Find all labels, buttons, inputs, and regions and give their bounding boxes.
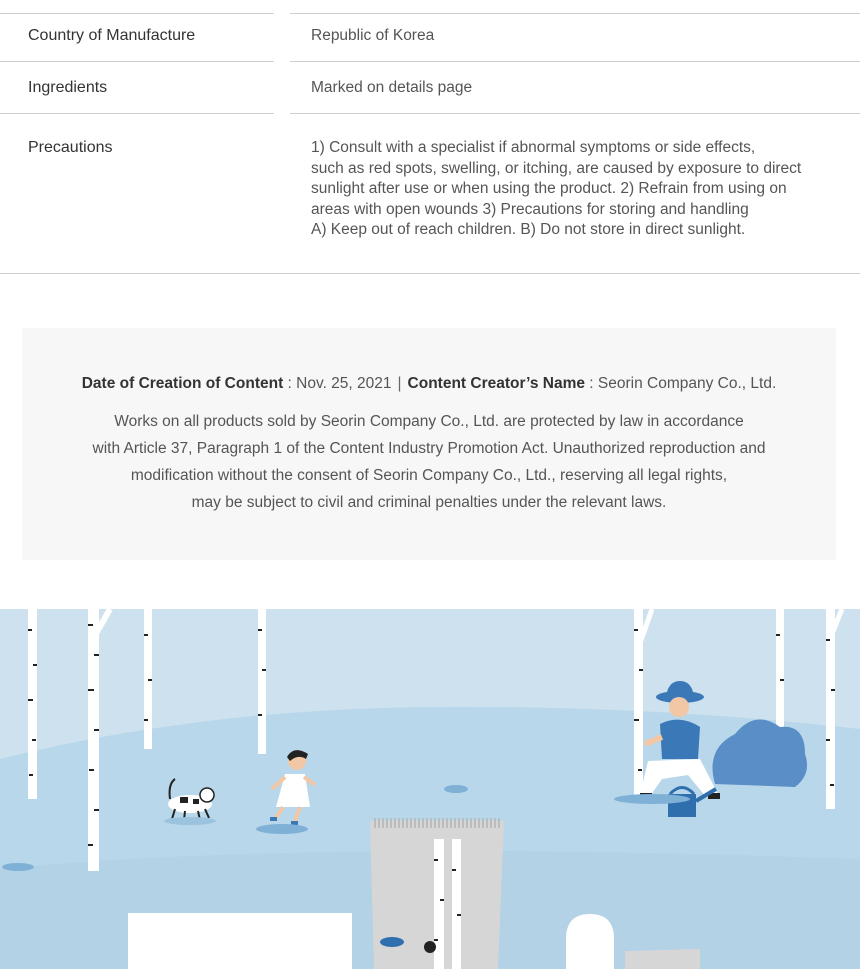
- date-value: : Nov. 25, 2021: [283, 375, 392, 392]
- gray-sheet: [625, 949, 700, 969]
- date-label: Date of Creation of Content: [81, 375, 284, 392]
- white-block: [128, 913, 352, 969]
- creator-value: : Seorin Company Co., Ltd.: [584, 375, 777, 392]
- precaution-line: areas with open wounds 3) Precautions for storing and handling: [311, 200, 749, 218]
- table-divider: [0, 61, 274, 62]
- precaution-line: 1) Consult with a specialist if abnormal symptoms or side effects,: [311, 139, 756, 156]
- notice-line: Works on all products sold by Seorin Company Co., Ltd. are protected by law in accordance: [114, 413, 744, 430]
- puddle: [2, 863, 34, 871]
- notice-meta: [22, 375, 836, 393]
- table-divider: [0, 273, 860, 274]
- precaution-line: A) Keep out of reach children. B) Do not store in direct sunlight.: [311, 221, 746, 239]
- row-label-country: Country of Manufacture: [28, 27, 196, 44]
- paper-sheet: [370, 821, 504, 969]
- row-value-ingredients: Marked on details page: [311, 79, 473, 96]
- white-figure: [566, 914, 614, 969]
- precaution-line: sunlight after use or when using the product. 2) Refrain from using on: [311, 180, 787, 198]
- notice-line: may be subject to civil and criminal penalties under the relevant laws.: [191, 494, 667, 511]
- table-divider: [290, 13, 860, 14]
- row-value-precautions: [311, 138, 831, 241]
- table-divider: [0, 13, 274, 14]
- puddle: [444, 785, 468, 793]
- meta-separator: |: [397, 375, 402, 392]
- creator-label: Content Creator’s Name: [407, 375, 585, 392]
- table-divider: [290, 61, 860, 62]
- table-divider: [0, 113, 274, 114]
- birch-forest-illustration: [0, 609, 860, 969]
- notice-line: with Article 37, Paragraph 1 of the Content Industry Promotion Act. Unauthorized reproduction and: [92, 440, 766, 457]
- row-label-precautions: Precautions: [28, 139, 113, 156]
- row-label-ingredients: Ingredients: [28, 79, 108, 96]
- notice-body: [22, 408, 836, 516]
- table-divider: [290, 113, 860, 114]
- precaution-line: such as red spots, swelling, or itching, are caused by exposure to direct: [311, 159, 802, 177]
- illustration-svg: [0, 609, 860, 969]
- notice-line: modification without the consent of Seorin Company Co., Ltd., reserving all legal rights,: [130, 467, 728, 484]
- row-value-country: Republic of Korea: [311, 27, 435, 44]
- copyright-notice: [22, 328, 836, 560]
